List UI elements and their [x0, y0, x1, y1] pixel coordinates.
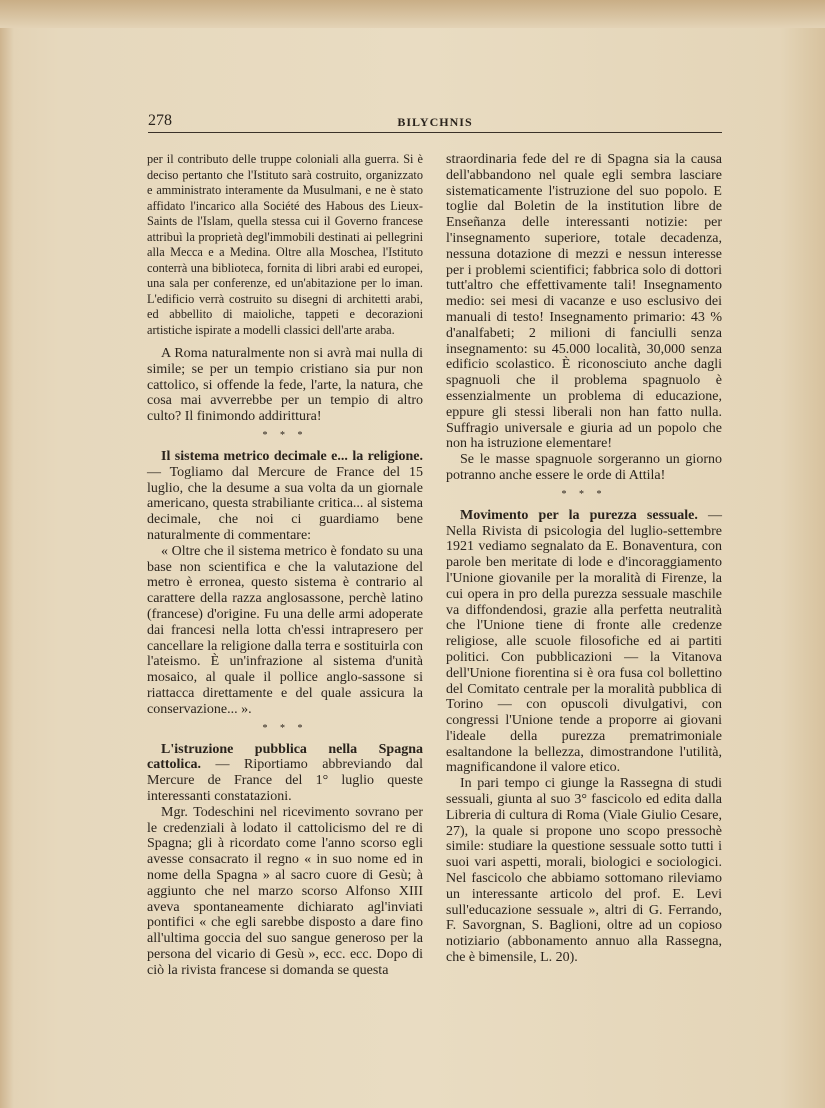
paragraph-todeschini: Mgr. Todeschini nel ricevimento sovrano per le credenziali à lodato il cattolicismo del re di Spagna; gli à ricordato come l'anno scorso egli avesse consacrato il regno « in suo nome ed in nome della Spagna » al sacro cuore di Gesù; à aggiunto che nel marzo scorso Alfonso XIII aveva spontaneamente dichiarato agl'inviati pontifici « che egli sarebbe disposto a dare fino all'ultima goccia del suo sangue generoso per la persona del vicario di Gesù », ecc. ecc. Dopo di ciò la rivista francese si domanda se questa: [147, 804, 423, 978]
paragraph-moschea: per il contributo delle truppe coloniali alla guerra. Si è deciso pertanto che l'Istituto sarà costruito, organizzato e amministrato interamente da Musulmani, e ne è stato affidato l'incarico alla Société des Habous des Lieux-Saints de l'Islam, quella stessa cui il Governo francese attribuì la proprietà degl'immobili destinati ai pellegrini alla Mecca e a Medina. Oltre alla Moschea, l'Istituto conterrà una biblioteca, fornita di libri arabi ed europei, una sala per conferenze, ed un'abitazione per lo iman. L'edificio verrà costruito su disegni di architetti arabi, ed abbellito di maioliche, tappeti e decorazioni artistiche ispirate a modelli classici dell'arte araba.: [147, 152, 423, 337]
section-heading: Il sistema metrico decimale e... la religione.: [161, 448, 423, 464]
section-separator: * * *: [561, 488, 607, 500]
section-heading: Movimento per la purezza sessuale.: [460, 507, 698, 523]
left-column: [147, 152, 423, 978]
section-heading: L'istruzione pubblica nella Spagna cattolica.: [147, 741, 423, 773]
quote-sistema-metrico: « Oltre che il sistema metrico è fondato su una base non scientifica e che la valutazione del metro è erronea, questo sistema è contrario al carattere della razza anglosassone, perchè latino (francese) d'origine. Fu una delle armi adoperate dai francesi nella lotta ch'essi intrapresero per cancellare la religione dalla terra e sostituirla con l'ateismo. È un'infrazione al sistema d'unità mosaico, al quale il pollice anglo-sassone si riattacca direttamente e del quale assicura la conservazione... ».: [147, 543, 423, 717]
paragraph-spagna-continued: straordinaria fede del re di Spagna sia la causa dell'abbandono nel quale egli sembra lasciare sistematicamente l'istruzione del suo popolo. E toglie dal Boletin de la institution libre de Enseñanza delle interessanti notizie: per l'insegnamento superiore, totale decadenza, nessuna dotazione di mezzi e nessun interesse per i problemi scientifici; fabbrica solo di dottori tutt'altro che effettivamente tali! Insegnamento medio: sei mesi di vacanze e uso esclusivo dei manuali di testo! Insegnamento primario: 43 % d'analfabeti; 2 milioni di fanciulli senza insegnamento: su 45.000 località, 30,000 senza edificio scolastico. È riconosciuto anche dagli spagnuoli che il problema spagnuolo è essenzialmente un problema di educazione, eppure gli stessi liberali non han fatto nulla. Suffragio universale e giuria ad un popolo che non ha istruzione elementare!: [446, 152, 722, 452]
section-body: — Nella Rivista di psicologia del luglio-settembre 1921 vediamo segnalato da E. Bonaventura, con parole ben meritate di lode e d'incoraggiamento l'Unione giovanile per la moralità di Firenze, la cui opera in pro della purezza sessuale maschile va diffondendosi, grazie alla perfetta neutralità che l'Unione tiene di fronte alle credenze religiose, alle scuole filosofiche ed ai partiti politici. Con pubblicazioni — la Vitanova dell'Unione fiorentina si è ora fusa col bollettino del Comitato centrale per la moralità pubblica di Torino — con opuscoli divulgativi, con congressi l'Unione tende a proporre ai giovani l'ideale della purezza prematrimoniale esaltandone la bellezza, dimostrandone l'utilità, magnificandone il valore etico.: [446, 507, 723, 776]
running-title: BILYCHNIS: [397, 115, 473, 129]
paragraph-roma: A Roma naturalmente non si avrà mai nulla di simile; se per un tempio cristiano sia pur non cattolico, si offende la fede, l'arte, la natura, che cosa mai avverrebbe per un tempio di altro culto? Il finimondo addirittura!: [147, 346, 423, 425]
page-number: 278: [148, 112, 172, 129]
section-body: — Togliamo dal Mercure de France del 15 luglio, che la desume a sua volta da un giornale americano, questa strabiliante critica... al sistema decimale, che noi ci guardiamo bene naturalmente di commentare:: [147, 464, 423, 543]
right-column: [446, 152, 722, 966]
header-rule: [148, 132, 722, 133]
section-istruzione-spagna: [147, 742, 423, 805]
section-sistema-metrico: [147, 449, 423, 544]
running-header: [148, 112, 722, 134]
paragraph-rassegna: In pari tempo ci giunge la Rassegna di studi sessuali, giunta al suo 3° fascicolo ed edita dalla Libreria di cultura di Roma (Viale Giulio Cesare, 27), la quale si propone uno scopo pressochè simile: studiare la questione sessuale sotto tutti i suoi vari aspetti, morali, biologici e sociologici. Nel fascicolo che abbiamo sottomano rileviamo un interessante articolo del prof. E. Levi sull'educazione sessuale », altri di G. Ferrando, F. Savorgnan, S. Baglioni, oltre ad un copioso notiziario (abbonamento annuo alla Rassegna, che è bimensile, L. 20).: [446, 776, 722, 966]
spacer: [147, 338, 423, 346]
paragraph-attila: Se le masse spagnuole sorgeranno un giorno potranno anche essere le orde di Attila!: [446, 452, 722, 483]
section-separator: * * *: [262, 429, 308, 441]
section-separator: * * *: [262, 722, 308, 734]
section-purezza-sessuale: [446, 508, 722, 777]
section-body: — Riportiamo abbreviando dal Mercure de France del 1° luglio queste interessanti constatazioni.: [147, 757, 423, 804]
